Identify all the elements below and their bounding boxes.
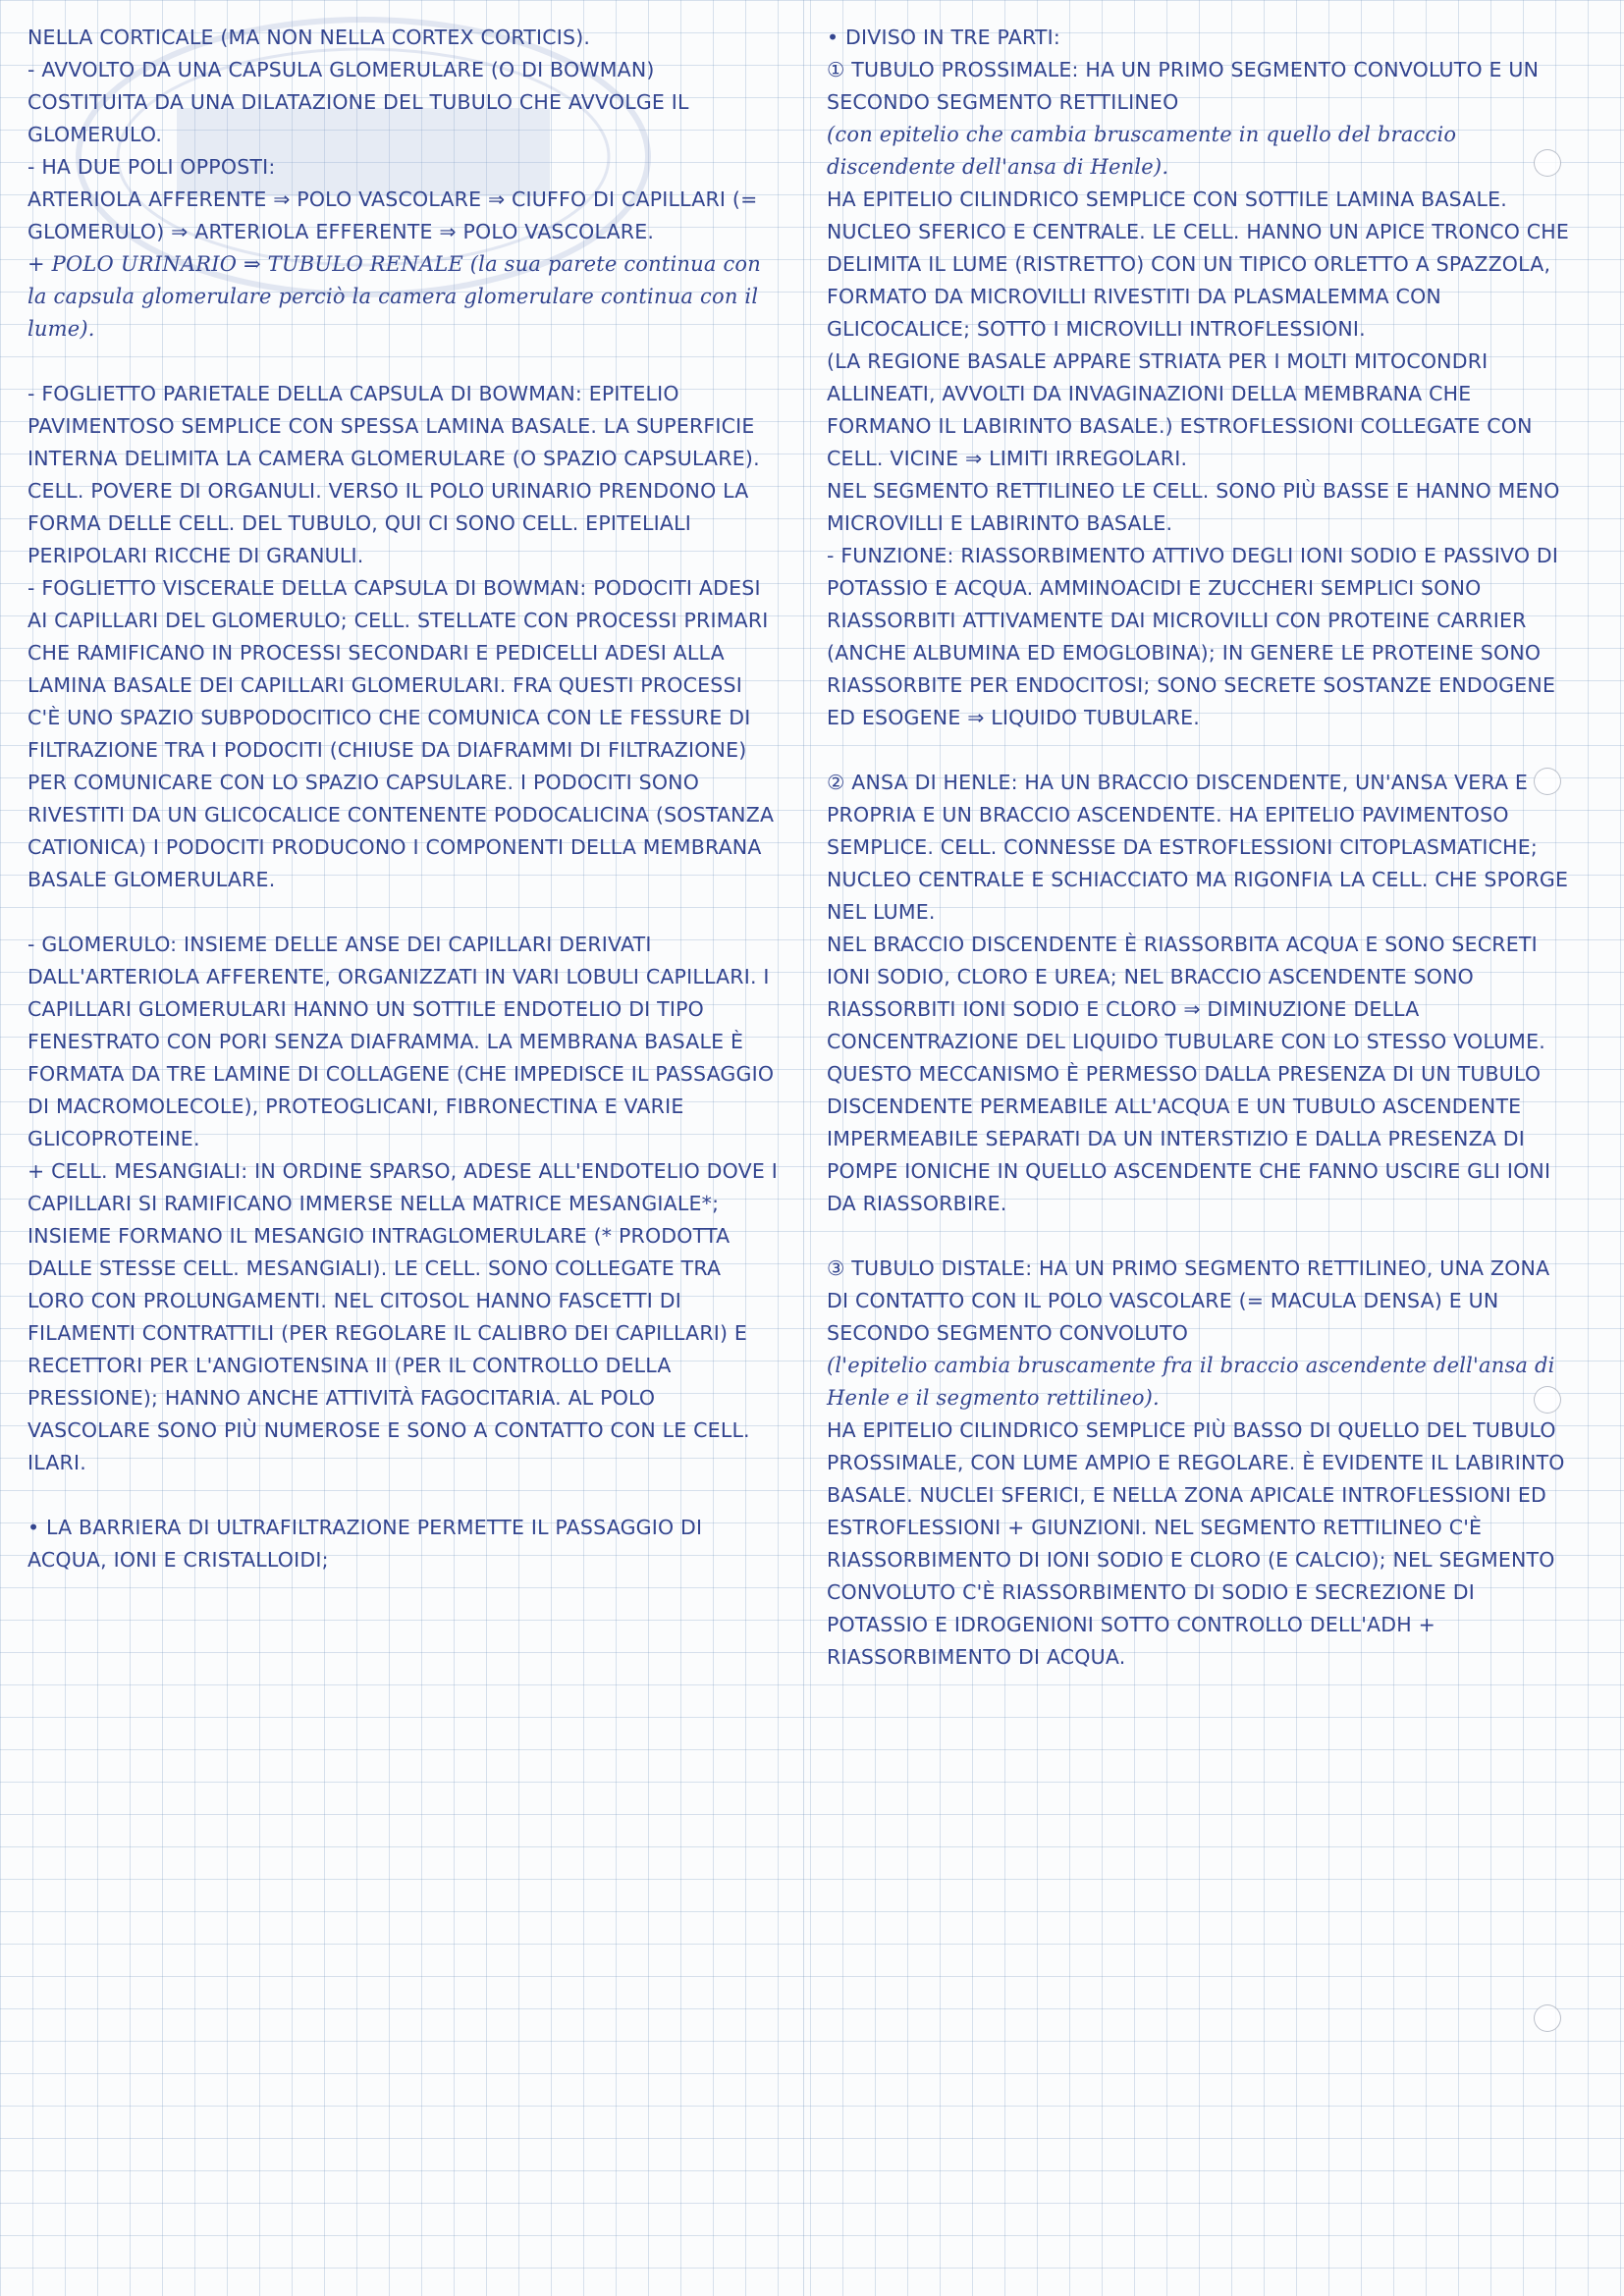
note-paragraph: NEL SEGMENTO RETTILINEO LE CELL. SONO PIÙ BASSE E HANNO MENO MICROVILLI E LABIRINTO BASALE.	[827, 479, 1560, 535]
note-paragraph: + POLO URINARIO ⇒ TUBULO RENALE (la sua parete continua con la capsula glomerulare perciò la camera glomerulare continua con il lume).	[27, 252, 762, 341]
note-paragraph: - HA DUE POLI OPPOSTI:	[27, 155, 276, 179]
note-paragraph: ② ANSA DI HENLE: HA UN BRACCIO DISCENDENTE, UN'ANSA VERA E PROPRIA E UN BRACCIO ASCENDENTE. HA EPITELIO PAVIMENTOSO SEMPLICE. CELL. CONNESSE DA ESTROFLESSIONI CITOPLASMATICHE; NUCLEO CENTRALE E SCHIACCIATO MA RIGONFIA LA CELL. CHE SPORGE NEL LUME.	[827, 771, 1569, 924]
note-paragraph: • LA BARRIERA DI ULTRAFILTRAZIONE PERMETTE IL PASSAGGIO DI ACQUA, IONI E CRISTALLOIDI;	[27, 1516, 703, 1572]
paragraph-gap	[827, 1220, 1578, 1253]
note-paragraph: ③ TUBULO DISTALE: HA UN PRIMO SEGMENTO RETTILINEO, UNA ZONA DI CONTATTO CON IL POLO VASCOLARE (= MACULA DENSA) E UN SECONDO SEGMENTO CONVOLUTO	[827, 1256, 1550, 1345]
left-column	[27, 22, 779, 1576]
note-paragraph: (l'epitelio cambia bruscamente fra il braccio ascendente dell'ansa di Henle e il segmento rettilineo).	[827, 1354, 1555, 1410]
right-column	[827, 22, 1578, 1674]
note-paragraph: ARTERIOLA AFFERENTE ⇒ POLO VASCOLARE ⇒ CIUFFO DI CAPILLARI (= GLOMERULO) ⇒ ARTERIOLA EFFERENTE ⇒ POLO VASCOLARE.	[27, 187, 758, 243]
note-paragraph: - AVVOLTO DA UNA CAPSULA GLOMERULARE (O DI BOWMAN) COSTITUITA DA UNA DILATAZIONE DEL TUBULO CHE AVVOLGE IL GLOMERULO.	[27, 58, 689, 146]
note-paragraph: ① TUBULO PROSSIMALE: HA UN PRIMO SEGMENTO CONVOLUTO E UN SECONDO SEGMENTO RETTILINEO	[827, 58, 1540, 114]
paragraph-gap	[27, 1479, 779, 1512]
paragraph-gap	[27, 896, 779, 929]
binder-hole	[1534, 149, 1561, 177]
note-paragraph: - FUNZIONE: RIASSORBIMENTO ATTIVO DEGLI IONI SODIO E PASSIVO DI POTASSIO E ACQUA. AMMINOACIDI E ZUCCHERI SEMPLICI SONO RIASSORBITI ATTIVAMENTE DAI MICROVILLI CON PROTEINE CARRIER (ANCHE ALBUMINA ED EMOGLOBINA); IN GENERE LE PROTEINE SONO RIASSORBITE PER ENDOCITOSI; SONO SECRETE SOSTANZE ENDOGENE ED ESOGENE ⇒ LIQUIDO TUBULARE.	[827, 544, 1559, 729]
binder-hole	[1534, 768, 1561, 795]
paragraph-gap	[827, 734, 1578, 767]
note-paragraph: - GLOMERULO: INSIEME DELLE ANSE DEI CAPILLARI DERIVATI DALL'ARTERIOLA AFFERENTE, ORGANIZZATI IN VARI LOBULI CAPILLARI. I CAPILLARI GLOMERULARI HANNO UN SOTTILE ENDOTELIO DI TIPO FENESTRATO CON PORI SENZA DIAFRAMMA. LA MEMBRANA BASALE È FORMATA DA TRE LAMINE DI COLLAGENE (CHE IMPEDISCE IL PASSAGGIO DI MACROMOLECOLE), PROTEOGLICANI, FIBRONECTINA E VARIE GLICOPROTEINE.	[27, 933, 775, 1150]
note-paragraph: NELLA CORTICALE (MA NON NELLA CORTEX CORTICIS).	[27, 26, 591, 49]
column-divider	[803, 0, 804, 2296]
note-paragraph: HA EPITELIO CILINDRICO SEMPLICE PIÙ BASSO DI QUELLO DEL TUBULO PROSSIMALE, CON LUME AMPIO E REGOLARE. È EVIDENTE IL LABIRINTO BASALE. NUCLEI SFERICI, E NELLA ZONA APICALE INTROFLESSIONI ED ESTROFLESSIONI + GIUNZIONI. NEL SEGMENTO RETTILINEO C'È RIASSORBIMENTO DI IONI SODIO E CLORO (E CALCIO); NEL SEGMENTO CONVOLUTO C'È RIASSORBIMENTO DI SODIO E SECREZIONE DI POTASSIO E IDROGENIONI SOTTO CONTROLLO DELL'ADH + RIASSORBIMENTO DI ACQUA.	[827, 1418, 1565, 1669]
note-paragraph: - FOGLIETTO VISCERALE DELLA CAPSULA DI BOWMAN: PODOCITI ADESI AI CAPILLARI DEL GLOMERULO; CELL. STELLATE CON PROCESSI PRIMARI CHE RAMIFICANO IN PROCESSI SECONDARI E PEDICELLI ADESI ALLA LAMINA BASALE DEI CAPILLARI GLOMERULARI. FRA QUESTI PROCESSI C'È UNO SPAZIO SUBPODOCITICO CHE COMUNICA CON LE FESSURE DI FILTRAZIONE TRA I PODOCITI (CHIUSE DA DIAFRAMMI DI FILTRAZIONE) PER COMUNICARE CON LO SPAZIO CAPSULARE. I PODOCITI SONO RIVESTITI DA UN GLICOCALICE CONTENENTE PODOCALICINA (SOSTANZA CATIONICA) I PODOCITI PRODUCONO I COMPONENTI DELLA MEMBRANA BASALE GLOMERULARE.	[27, 576, 775, 891]
binder-hole	[1534, 1386, 1561, 1414]
note-paragraph: - FOGLIETTO PARIETALE DELLA CAPSULA DI BOWMAN: EPITELIO PAVIMENTOSO SEMPLICE CON SPESSA LAMINA BASALE. LA SUPERFICIE INTERNA DELIMITA LA CAMERA GLOMERULARE (O SPAZIO CAPSULARE). CELL. POVERE DI ORGANULI. VERSO IL POLO URINARIO PRENDONO LA FORMA DELLE CELL. DEL TUBULO, QUI CI SONO CELL. EPITELIALI PERIPOLARI RICCHE DI GRANULI.	[27, 382, 760, 567]
note-paragraph: + CELL. MESANGIALI: IN ORDINE SPARSO, ADESE ALL'ENDOTELIO DOVE I CAPILLARI SI RAMIFICANO IMMERSE NELLA MATRICE MESANGIALE*; INSIEME FORMANO IL MESANGIO INTRAGLOMERULARE (* PRODOTTA DALLE STESSE CELL. MESANGIALI). LE CELL. SONO COLLEGATE TRA LORO CON PROLUNGAMENTI. NEL CITOSOL HANNO FASCETTI DI FILAMENTI CONTRATTILI (PER REGOLARE IL CALIBRO DEI CAPILLARI) E RECETTORI PER L'ANGIOTENSINA II (PER IL CONTROLLO DELLA PRESSIONE); HANNO ANCHE ATTIVITÀ FAGOCITARIA. AL POLO VASCOLARE SONO PIÙ NUMEROSE E SONO A CONTATTO CON LE CELL. ILARI.	[27, 1159, 778, 1474]
note-paragraph: (LA REGIONE BASALE APPARE STRIATA PER I MOLTI MITOCONDRI ALLINEATI, AVVOLTI DA INVAGINAZIONI DELLA MEMBRANA CHE FORMANO IL LABIRINTO BASALE.) ESTROFLESSIONI COLLEGATE CON CELL. VICINE ⇒ LIMITI IRREGOLARI.	[827, 349, 1533, 470]
binder-hole	[1534, 2004, 1561, 2032]
note-paragraph: HA EPITELIO CILINDRICO SEMPLICE CON SOTTILE LAMINA BASALE. NUCLEO SFERICO E CENTRALE. LE CELL. HANNO UN APICE TRONCO CHE DELIMITA IL LUME (RISTRETTO) CON UN TIPICO ORLETTO A SPAZZOLA, FORMATO DA MICROVILLI RIVESTITI DA PLASMALEMMA CON GLICOCALICE; SOTTO I MICROVILLI INTROFLESSIONI.	[827, 187, 1570, 341]
note-paragraph: (con epitelio che cambia bruscamente in quello del braccio discendente dell'ansa di Henle).	[827, 123, 1457, 179]
note-paragraph: • DIVISO IN TRE PARTI:	[827, 26, 1061, 49]
note-paragraph: NEL BRACCIO DISCENDENTE È RIASSORBITA ACQUA E SONO SECRETI IONI SODIO, CLORO E UREA; NEL BRACCIO ASCENDENTE SONO RIASSORBITI IONI SODIO E CLORO ⇒ DIMINUZIONE DELLA CONCENTRAZIONE DEL LIQUIDO TUBULARE CON LO STESSO VOLUME. QUESTO MECCANISMO È PERMESSO DALLA PRESENZA DI UN TUBULO DISCENDENTE PERMEABILE ALL'ACQUA E UN TUBULO ASCENDENTE IMPERMEABILE SEPARATI DA UN INTERSTIZIO E DALLA PRESENZA DI POMPE IONICHE IN QUELLO ASCENDENTE CHE FANNO USCIRE GLI IONI DA RIASSORBIRE.	[827, 933, 1551, 1215]
paragraph-gap	[27, 346, 779, 378]
